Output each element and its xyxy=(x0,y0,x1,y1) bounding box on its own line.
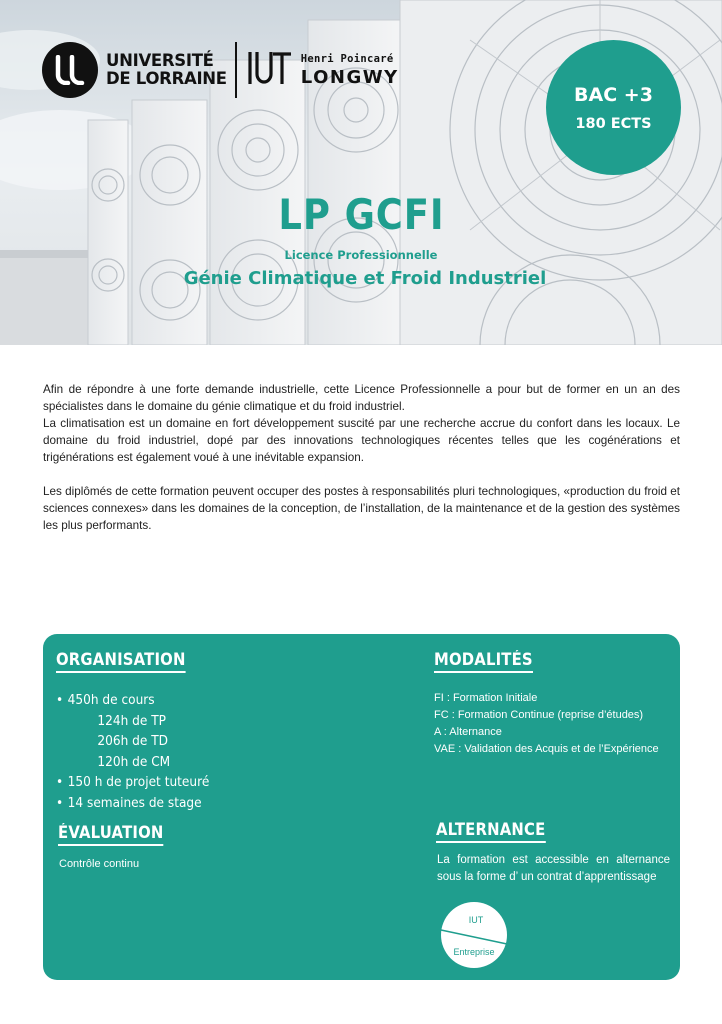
organisation-title: ORGANISATION xyxy=(56,650,186,673)
list-item: VAE : Validation des Acquis et de l’Expérience xyxy=(434,743,659,755)
iut-name-large: LONGWY xyxy=(300,66,399,88)
iut-entreprise-circle-icon xyxy=(439,900,509,970)
iut-name xyxy=(301,53,399,88)
university-name-line1: UNIVERSITÉ xyxy=(106,51,214,70)
intro-text xyxy=(43,381,680,534)
logo-separator xyxy=(235,42,237,98)
iut-logo-icon xyxy=(247,48,293,93)
list-item: FC : Formation Continue (reprise d’études) xyxy=(434,709,644,721)
program-subtitle: Licence Professionnelle xyxy=(284,248,438,262)
info-panel xyxy=(43,634,680,980)
program-title: LP GCFI xyxy=(278,190,445,239)
iut-name-small: Henri Poincaré xyxy=(300,52,394,65)
level-badge xyxy=(546,40,681,175)
intro-paragraph-2: La climatisation est un domaine en fort développement suscité par une recherche accrue du confort dans les locaux. Le domaine du froid industriel, dopé par des innovations technologiques récentes telles que les cogénérations et trigénérations est également voué à une inévitable expansion. xyxy=(43,417,680,464)
university-name xyxy=(106,52,227,88)
list-item: 206h de TD xyxy=(97,733,168,749)
evaluation-title: ÉVALUATION xyxy=(58,823,164,846)
intro-paragraph-3: Les diplômés de cette formation peuvent occuper des postes à responsabilités pluri technologiques, «production du froid et sciences connexes» dans les domaines de la conception, de l’installation, de la maintenance et de la gestion des systèmes les plus performants. xyxy=(43,485,680,532)
alternance-text: La formation est accessible en alternance sous la forme d’ un contrat d’apprentissage xyxy=(437,854,670,883)
diagram-bottom-label: Entreprise xyxy=(453,947,495,957)
list-item: • 450h de cours xyxy=(56,690,281,711)
diagram-top-label: IUT xyxy=(468,915,484,925)
program-full-name: Génie Climatique et Froid Industriel xyxy=(183,268,547,289)
intro-paragraph-1: Afin de répondre à une forte demande industrielle, cette Licence Professionnelle a pour but de former en un an des spécialistes dans le domaine du génie climatique et du froid industriel. xyxy=(43,383,680,413)
list-item: 120h de CM xyxy=(97,753,171,770)
university-name-line2: DE LORRAINE xyxy=(106,69,227,88)
organisation-list xyxy=(56,690,281,813)
list-item: A : Alternance xyxy=(434,726,502,738)
institution-logos xyxy=(42,40,399,100)
list-item: FI : Formation Initiale xyxy=(434,692,538,704)
ul-double-l-logo-icon xyxy=(42,42,98,98)
evaluation-text: Contrôle continu xyxy=(59,858,140,870)
modalites-list xyxy=(434,690,684,758)
credits-text: 180 ECTS xyxy=(575,115,652,132)
level-text: BAC +3 xyxy=(574,83,653,106)
list-item: • 14 semaines de stage xyxy=(56,793,281,814)
alternance-title: ALTERNANCE xyxy=(436,820,545,843)
hero-banner xyxy=(0,0,722,345)
modalites-title: MODALITÉS xyxy=(434,650,533,673)
list-item: • 150 h de projet tuteuré xyxy=(56,772,281,793)
list-item: 124h de TP xyxy=(97,712,166,729)
